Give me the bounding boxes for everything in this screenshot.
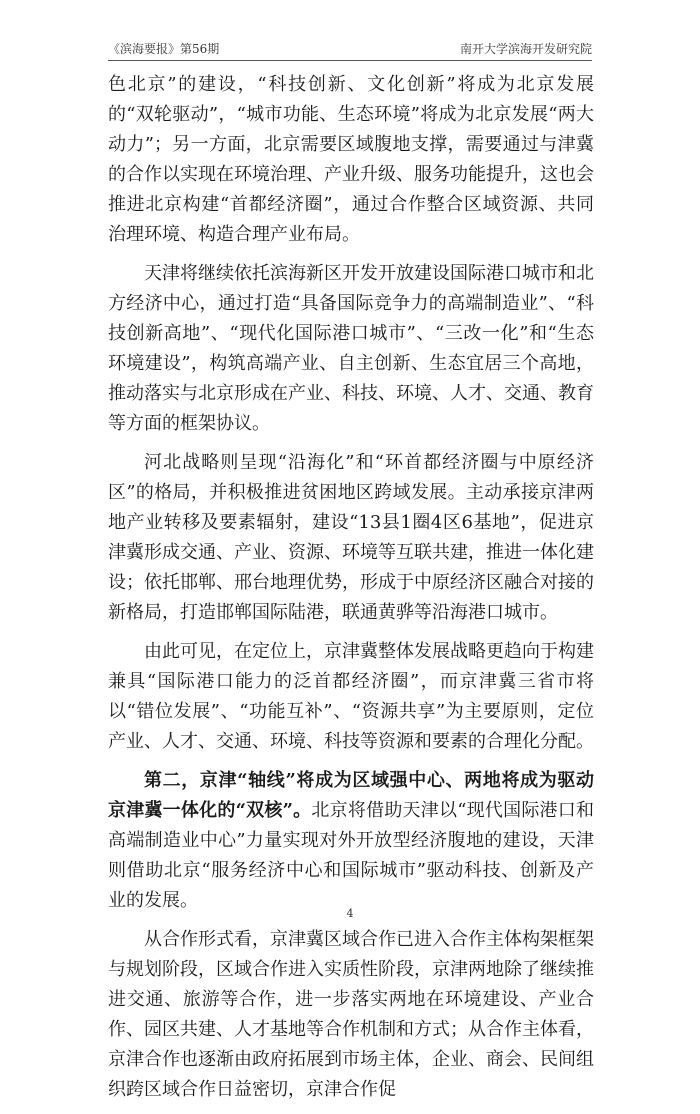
page-header [108,40,592,60]
paragraph-beijing-continued: 色北京”的建设，“科技创新、文化创新”将成为北京发展的“双轮驱动”，“城市功能、生态环境”将成为北京发展“两大动力”；另一方面，北京需要区域腹地支撑，需要通过与津冀的合作以实现在环境治理、产业升级、服务功能提升，这也会推进北京构建“首都经济圈”，通过合作整合区域资源、共同治理环境、构造合理产业布局。 [108,74,594,245]
journal-issue-label: 《滨海要报》第56期 [108,42,220,56]
second-point-heading: 第二，京津“轴线”将成为区域强中心、两地将成为驱动京津冀一体化的“双核”。 [108,770,594,821]
paragraph-hebei: 河北战略则呈现“沿海化”和“环首都经济圈与中原经济区”的格局，并积极推进贫困地区跨域发展。主动承接京津两地产业转移及要素辐射，建设“13县1圈4区6基地”，促进京津冀形成交通、产业、资源、环境等互联共建，推进一体化建设；依托邯郸、邢台地理优势，形成于中原经济区融合对接的新格局，打造邯郸国际陆港，联通黄骅等沿海港口城市。 [108,452,594,623]
paragraph-second-point [108,766,594,916]
article-body [108,70,594,1114]
institute-name: 南开大学滨海开发研究院 [459,42,592,56]
paragraph-summary: 由此可见，在定位上，京津冀整体发展战略更趋向于构建兼具“国际港口能力的泛首都经济圈”，而京津冀三省市将以“错位发展”、“功能互补”、“资源共享”为主要原则，定位产业、人才、交通、环境、科技等资源和要素的合理化分配。 [108,641,594,752]
paragraph-cooperation: 从合作形式看，京津冀区域合作已进入合作主体构架框架与规划阶段，区域合作进入实质性阶段，京津两地除了继续推进交通、旅游等合作，进一步落实两地在环境建设、产业合作、园区共建、人才基地等合作机制和方式；从合作主体看，京津合作也逐渐由政府拓展到市场主体，企业、商会、民间组织跨区域合作日益密切，京津合作促 [108,929,594,1100]
second-point-text: 北京将借助天津以“现代国际港口和高端制造业中心”力量实现对外开放型经济腹地的建设，天津则借助北京“服务经济中心和国际城市”驱动科技、创新及产业的发展。 [108,800,594,911]
page-number: 4 [346,907,354,920]
header-divider [108,60,592,61]
paragraph-tianjin: 天津将继续依托滨海新区开发开放建设国际港口城市和北方经济中心，通过打造“具备国际竞争力的高端制造业”、“科技创新高地”、“现代化国际港口城市”、“三改一化”和“生态环境建设”，构筑高端产业、自主创新、生态宜居三个高地，推动落实与北京形成在产业、科技、环境、人才、交通、教育等方面的框架协议。 [108,263,594,434]
